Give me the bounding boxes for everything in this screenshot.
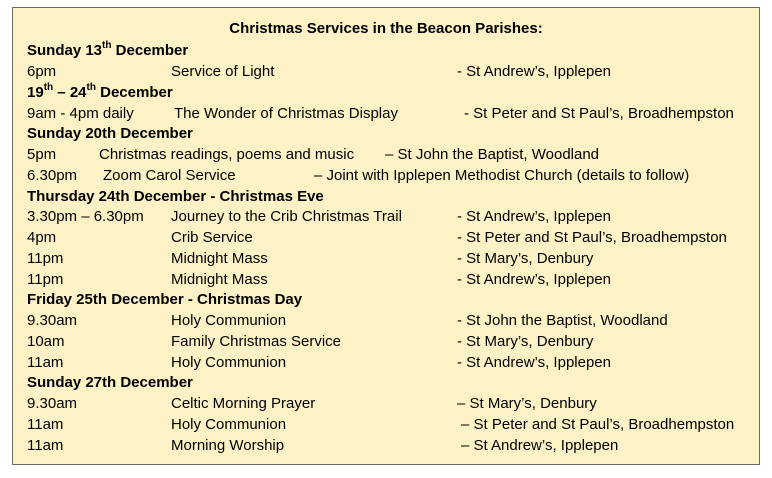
service-place: - St Andrew’s, Ipplepen — [457, 354, 611, 371]
service-time: 9.30am — [27, 312, 78, 329]
service-event: Christmas readings, poems and music — [99, 146, 355, 163]
service-place: - St Mary’s, Denbury — [457, 250, 594, 267]
service-event: Holy Communion — [171, 354, 287, 371]
heading-text: Friday 25th December - Christmas Day — [27, 291, 303, 308]
heading-19-24-december — [27, 84, 173, 105]
heading-text: – 24 — [53, 84, 87, 101]
service-time: 3.30pm – 6.30pm — [27, 208, 144, 225]
heading-text: Sunday 13 — [27, 42, 103, 59]
service-event: Holy Communion — [171, 416, 287, 433]
service-place: - St Andrew’s, Ipplepen — [457, 63, 611, 80]
service-place: – Joint with Ipplepen Methodist Church (details to follow) — [314, 167, 690, 184]
service-event: Holy Communion — [171, 312, 287, 329]
service-event: Midnight Mass — [171, 250, 268, 267]
service-place: - St Mary’s, Denbury — [457, 333, 594, 350]
service-place: – St Andrew’s, Ipplepen — [461, 437, 619, 454]
heading-friday-25 — [27, 291, 302, 312]
notice-title: Christmas Services in the Beacon Parishes: — [229, 20, 543, 37]
service-time: 9am - 4pm daily — [27, 105, 134, 122]
service-place: - St Peter and St Paul’s, Broadhempston — [464, 105, 734, 122]
heading-sup: th — [86, 82, 96, 93]
service-place: - St Peter and St Paul’s, Broadhempston — [457, 229, 727, 246]
heading-text: December — [111, 42, 189, 59]
heading-text: December — [95, 84, 173, 101]
heading-text: 19 — [27, 84, 44, 101]
heading-text: Sunday 27th December — [27, 374, 193, 391]
heading-text: Sunday 20th December — [27, 125, 193, 142]
service-place: – St John the Baptist, Woodland — [385, 146, 600, 163]
service-time: 9.30am — [27, 395, 78, 412]
service-time: 11am — [27, 416, 64, 433]
service-time: 11pm — [27, 250, 64, 267]
heading-sunday-27 — [27, 374, 193, 395]
heading-thursday-24 — [27, 188, 324, 209]
service-event: Service of Light — [171, 63, 275, 80]
service-event: The Wonder of Christmas Display — [174, 105, 398, 122]
service-place: - St Andrew’s, Ipplepen — [457, 208, 611, 225]
service-time: 4pm — [27, 229, 57, 246]
service-event: Family Christmas Service — [171, 333, 342, 350]
service-time: 10am — [27, 333, 65, 350]
service-event: Morning Worship — [171, 437, 285, 454]
service-place: - St Andrew’s, Ipplepen — [457, 271, 611, 288]
heading-sup: th — [102, 40, 112, 51]
heading-sunday-13 — [27, 42, 188, 63]
service-time: 11am — [27, 354, 64, 371]
service-place: – St Mary’s, Denbury — [457, 395, 597, 412]
service-event: Zoom Carol Service — [103, 167, 236, 184]
service-place: - St John the Baptist, Woodland — [457, 312, 668, 329]
service-place: – St Peter and St Paul’s, Broadhempston — [461, 416, 735, 433]
service-event: Midnight Mass — [171, 271, 268, 288]
heading-sunday-20 — [27, 125, 193, 146]
heading-sup: th — [43, 82, 54, 93]
services-notice-box — [12, 7, 760, 465]
heading-text: Thursday 24th December - Christmas Eve — [27, 188, 324, 205]
service-time: 11am — [27, 437, 64, 454]
service-time: 5pm — [27, 146, 57, 163]
service-event: Crib Service — [171, 229, 253, 246]
service-event: Celtic Morning Prayer — [171, 395, 316, 412]
service-event: Journey to the Crib Christmas Trail — [171, 208, 402, 225]
service-time: 6.30pm — [27, 167, 78, 184]
service-time: 11pm — [27, 271, 64, 288]
service-time: 6pm — [27, 63, 57, 80]
